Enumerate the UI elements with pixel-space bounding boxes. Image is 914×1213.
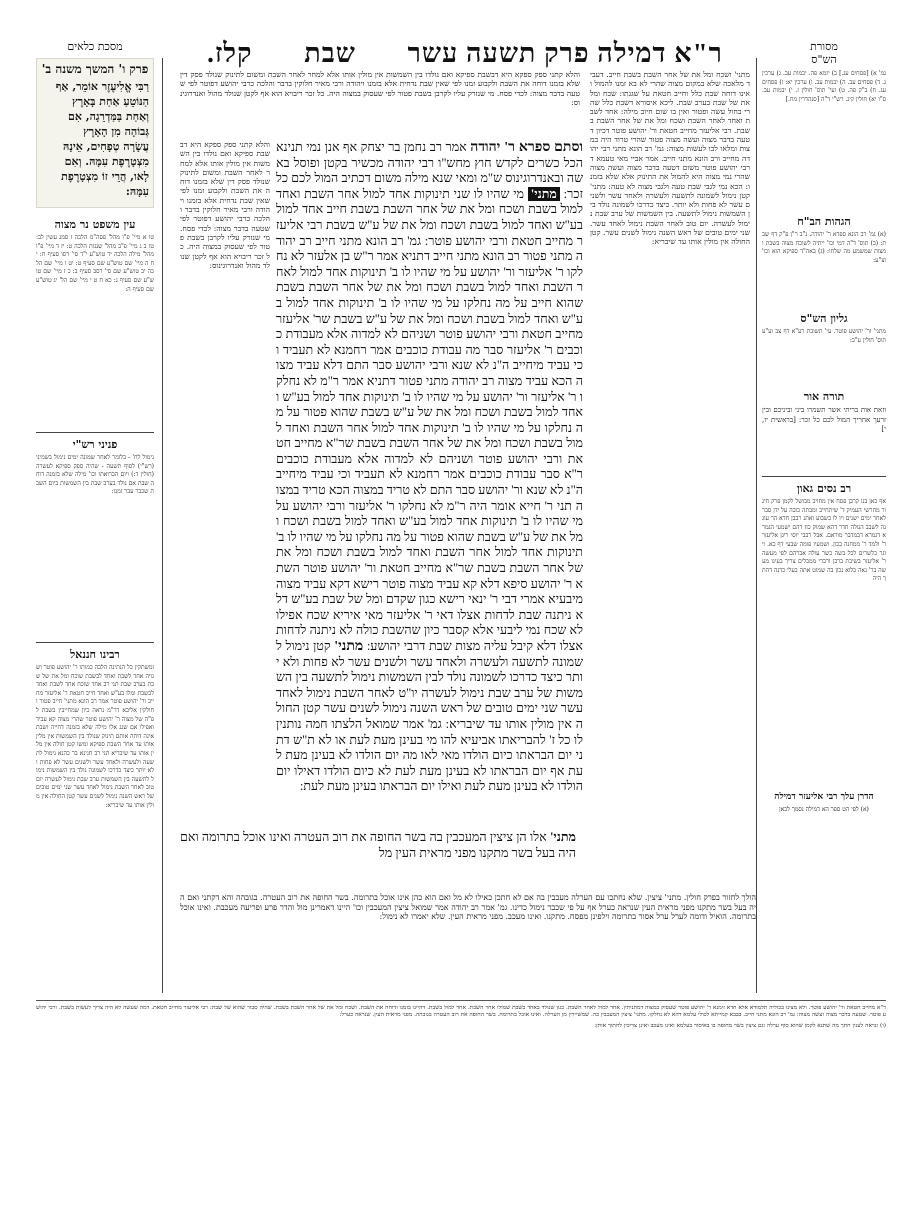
mishnah-marker-3: מתני' <box>549 830 576 844</box>
hagahot-section <box>762 215 886 305</box>
ein-mishpat-section <box>36 218 154 428</box>
torah-or-section <box>762 390 886 470</box>
divider <box>36 432 154 433</box>
masoret-text: גמ' א) [פסחים עג.] ב) יומא פה. יבמות עב. ג) ערכין ג. ד) פסחים עב. ה) יבמות עב. ו) ערכין יא: ז) פסחים עג. ח) ב"ק פה. ט) ועי' תוס' חולין ז. י) יבמות עב. ס"ו יא) חולין קיג. רש"י ד"ה [סנהדרין מח.] <box>762 70 886 103</box>
chananel-section <box>36 648 154 993</box>
mishnah-line: מִצְטָרֶפֶת עִמָּהּ. וְאִם <box>64 155 149 168</box>
left-column-rule <box>162 58 163 993</box>
right-margin-head <box>762 40 886 66</box>
mishnah-line: עִמָּהּ: <box>125 185 149 198</box>
nissim-text: אף כאן בנו קרבן פסח אין מחויב מבושל לקמן פרק חיגור מחרשי העמיק ד' שיתחייב ומבתה כובה על ידן סבר לאחר ימים ישנים ויו לו בשבוע ואתנ רבבן חדא הר עוגנה לשבב הגולה חדר דהא שמוק כוז דהם ישמעי הגמרא דגמרא דבמדבר מוראם. אבל רבבי יוסי ריגן אליעזר ר' ולמד ר' ממחנה בכון. ושמעיו פומה שבעי דף כא. ויוגר כלשרים לכל בשה כשר עולה אברהם לפי מעשה ר' אליעזר בשיבת ברבן ורברי ממכלים צריך בעינו מעשה בר' נאה כלוא נכון בה שמוט אתה בעלי כדנה דהתך היה <box>762 498 886 583</box>
nissim-title: רב נסים גאון <box>796 482 852 495</box>
gemara-bottom-text <box>180 830 576 892</box>
gilyon-title: גליון הש"ס <box>800 312 848 325</box>
ein-mishpat-title: עין משפט נר מצוה <box>54 218 136 231</box>
mishnah-line: עֲשָׂרָה טְפָחִים, אֵינָהּ <box>63 140 149 153</box>
gilyon-section <box>762 312 886 382</box>
footnote-final: (ו) ונראה לענין חתך מה שתנא לקמן שהוא סוף ערלה וגם ציצין בשר מחופה בו באיסור בעלמא ואינו מעכב ואינן צריכין לחתוך אותן: <box>594 1022 886 1029</box>
footnotes-text: ר"א מחייב חטאת ור' יהושע פוטר. ולא מצינו בכוליה תלמודא אלא חדא זימנא ר' יהושע פוטר שעסוק במצוה דמתניתין. אחד למול לאחר השבת. כגון שנולד באחד בשבת שמולו אחר השבת. אחד למול בשבת. דהיינו בזמנו ודוחה את השבת. ושכח ומל את של אחר השבת בשבת. שהיה סבור שהוא של שבת: רבי אליעזר מחייב חטאת. דמה שעשה לא היה צריך לעשות בשבת. ורבי יהושע פוטר. שטעה בדבר מצוה ועשה מצוה: גמ' רב הונא מתני חייב. בבבא קמייתא לכולי עלמא דהא לא נחלקו. מתני' ציצין המעכבין בה. שמשיירין מן הערלה. ואינו אוכל בתרומה. בשר החופה את רוב העטרה בגובהה. מפני מראית העין. שנראה כערל: <box>36 1005 886 1019</box>
mishnah-marker-2: מתני' <box>334 639 364 654</box>
tosafot-column: מתני' ושכח ומל את של אחר השבת בשבת חייב. דעביד מלאכה שלא במקום מצוה שהרי לא בא זמנו להמול ואינו דוחה שבת כלל וחייב חטאת על שגגתו: שכח ומל את של שבת בערב שבת. ליכא איסורא דשבת כלל שהרי בחול עשה ופטור ואין בו שום חיוב מילה: אחד לשבת ואחד לאחר השבת ושכח ומל את של אחר השבת בשבת. רבי אליעזר מחייב חטאת ור' יהושע פוטר דכיון דטעה בדבר מצוה ועשה מצוה פטור שהרי טרוד היה במצות ומלאו לבו לעשות מצוה: גמ' רב הונא מתני רבי יהודה מחייב ורב הונא מתני חייב. אמר אביי מאי טעמא דרבי יהושע פוטר משום דטעה בדבר מצוה ועשה מצוה שהרי נמי מצוה היא להמול את התינוק אלא שלא בזמנו: הכא נמי לגבי שבת טעה ולגבי מצוה לא טעה: מתני' קטן נימול לשמונה לתשעה ולעשרה ולאחד עשר ולשנים עשר לא פחות ולא יותר. כיצד כדרכו לשמונה נולד בין השמשות נימול לתשעה. בין השמשות של ערב שבת נימול לעשרה. יום טוב לאחר השבת נימול לאחד עשר. שני ימים טובים של ראש השנה נימול לשנים עשר. קטן החולה אין מולין אותו עד שיבריא: <box>590 70 750 247</box>
rashi-commentary-top: והלא קתני ספק ספקא היא דבשבת ספיקא ואם נולדו בין השמשות אין מולין אותו אלא למחר לאחר השבת ומשום לתינוק שנולד פסק דין שלא בזמנו דוחה את השבת ולקבוע זמנו לפי שאין שבת נדחית אלא בזמנו ויהודה ורבי מאיר חלוקין בדבר והלכה כרבי יהושע דפוטר לפי שטעה בדבר מצוה: לכדי פסח. מי שנזרק עליו לקרבן בשבת פטור לפי שעסוק במצוה היה. כל זכר ריבויא הוא אף לקטן שנולד מהול ואנדרוגינוס: <box>180 70 580 107</box>
chananel-title: רבינו חננאל <box>70 648 120 661</box>
mishnah-box <box>36 58 154 208</box>
mishnah-line: רַבִּי אֱלִיעֶזֶר אוֹמֵר, אַף <box>55 80 149 93</box>
right-column-rule <box>756 58 757 993</box>
ein-mishpat-text: טו א מיי' פ"ו מהל' פסה"מ הלכה ז סמג עשין לב: טז ב ג מיי' פ"ב מהל' שגגות הלכה ט: יז ד מיי' פ"ו מהל' מילה הלכה יד טוש"ע י"ד סי' רסו סעיף ח: יח ה מיי' שם טוש"ע שם סעיף ט: יט ו מיי' שם הלכה יב טוש"ע שם סי' רסב סעיף ב: כ ז מיי' שם טוש"ע שם סעיף ג: כא ח ט י מיי' שם הל' יג טוש"ע שם סעיף ה: <box>36 234 154 293</box>
right-margin-head-line1: מסורת <box>810 40 838 53</box>
torah-or-text: וזאת אות בריתי אשר תשמרו ביני וביניכם ובין זרעך אחריך המול לכם כל זכר: [בראשית יז, י] <box>762 406 886 433</box>
footnotes-divider <box>36 1000 886 1001</box>
gemara-text-3: קטן נימול לשמונה לתשעה ולעשרה ולאחד עשר ולשנים עשר לא פחות ולא יותר כיצד כדרכו לשמונה נולד לבין השמשות נימול לתשעה בין השמשות של ערב שבת נימול לעשרה יו"ט לאחר השבת נימול לאחד עשר שני ימים טובים של ראש השנה נימול לשנים עשר קטן החולה אין מולין אותו עד שיבריא: גמ' אמר שמואל הלצתו חמה נותנין לו כל ז' להבריאתו אביעיא להו מי בעינן מעת לעת או לא ת"ש דתני יום הבראתו כיום הולדו מאי לאו מה יום הולדו לא בעינן מעת לעת אף יום הבראתו לא בעינן מעת לעת לא כיום הולדו דאילו יום הולדו לא בעינן מעת לעת ואילו יום הבראתו בעינן מעת לעת: <box>276 639 583 794</box>
footnotes <box>36 1005 886 1073</box>
rashi-column: והלא קתני ספק ספקא היא דבשבת ספיקא ואם נולדו בין השמשות אין מולין אותו אלא למחר לאחר השבת ומשום לתינוק שנולד פסק דין שלא בזמנו דוחה את השבת ולקבוע זמנו לפי שאין שבת נדחית אלא בזמנו ויהודה ורבי מאיר חלוקין בדבר והלכה כרבי יהושע דפוטר לפי שטעה בדבר מצוה: לכדי פסח. מי שנזרק עליו לקרבן בשבת פטור לפי שעסוק במצוה היה. כל זכר ריבויא הוא אף לקטן שנולד מהול ואנדרוגינוס: <box>180 140 270 270</box>
divider <box>36 642 154 643</box>
masoret-section <box>762 70 886 210</box>
folio-number: קלז. <box>207 38 253 68</box>
tractate-name: שבת <box>304 38 356 68</box>
gemara-text: אמר רב נחמן בר יצחק אף אנן נמי תנינא הכל כשרים לקדש חוץ מחש"ו רבי יהודה מכשיר בקטן ופוסל באשה ובאנדרוגינוס ש"מ ומאי שנא מילה משום דכתיב המול לכם כל זכר: <box>276 140 583 201</box>
mishnah-line: וְאַחַת בַּמַּדְרֵגָה, אִם <box>68 110 149 123</box>
mishnah-line: לָאו, הֲרֵי זוֹ מִצְטָרֶפֶת <box>61 170 149 183</box>
hadran-text: הדרן עלך רבי אליעזר דמילה <box>774 792 874 802</box>
right-margin-head-line2: הש"ס <box>811 53 837 66</box>
hagahot-title: הגהות הב"ח <box>797 215 851 228</box>
hagahot-text: (א) גמ' רב הונא ספרא ר' יהודה. נ"ב ר"ן פ"ק דף שבת: (ב) תוס' ד"ה דמי וכו' ייתיה לשוכח מצוה בשבת ומצות שמשמע מה שלחו: (ג) באה"ד ספיקא הוא וכו' וצ"ע: <box>762 231 886 264</box>
mishnah-marker: מתני' <box>528 187 560 201</box>
hadran-section <box>762 792 886 832</box>
nissim-section <box>762 482 886 782</box>
left-margin-head: מסכת כלאים <box>67 40 123 53</box>
commentary-bottom: הולך לחזור בפרק חולין. מתני' ציצין. שלא נחתכו עם הערלה מעכבין בה אם לא חתכן כאילו לא מל ואם הוא כהן אינו אוכל בתרומה. בשר החופה את רוב העטרה. בגובהה והא דקתני ואם היה בעל בשר מתקנו מפני מראית העין שנראה כערל אף על פי שכבר נימול כדינו. גמ' אמר רב יהודה אמר שמואל ציצין המעכבין וכו' היינו דאמרינן מול והדר פרע ופריעה מעכבת. ואינו אוכל בתרומה. הואיל ודומה לערל ערל אסור בתרומה וילפינן מפסח. מתקנו. ואינו מעכב. מפני מראית העין. שלא יאמרו לא נימול: <box>180 893 756 922</box>
chananel-text: ומשתקין כל הנתינה הלבה כמותו ר' יהושע פוטר ושנויה אחד לשבת ואחד לבשבת שוכח ומל את של שבת בערב שבת תני רב אחד שוכח אחד לשבת ואחד לבשבת ומלו בע"ש ואחד חייב חטאת ר' אליעזר מחייב ור' יהושע פוטר אמר רב הונא מתני' חייב פטור וחולקין אליבא דר"מ נראה כיון שמחייבין בשבת לפ"ה של מצוה ר' יהושע פוטר שהרי מצוה קא עביד ואפילו אם שגג אלו מילה שלא בזמנה דחייה ושבת אינה דוחה אותם תינוק שנולד בין השמשות אין מלין אותו עד אחר השבת ספיקא ומשו קטן חולה אין מלין אותו עד שיבריא תני רב חנינא בר כהנא נימול לתשעה ולעשרה ולאחד עשר ולשנים עשר לא פחות ולא יותר כיצד כדרכו לשמונה נולד בין השמשות נימול לתשעה בין השמשות ערב שבת נימול לעשרה יום טוב לאחר השבת נימול לאחד עשר שני ימים טובים של ראש השנה נימול לשנים עשר קטן החולה אין מולין אותו עד שיבריא: <box>36 664 154 809</box>
hadran-note: (א) לפי הט ספר הא דמילה נסמך לכאן <box>779 806 869 813</box>
torah-or-title: תורה אור <box>803 390 845 403</box>
gemara-opener: וסתם ספרא ר' יהודה <box>470 140 583 155</box>
gemara-main-text <box>276 140 583 830</box>
mishnah-box-title: פרק ו' המשך משנה ב' <box>41 62 149 76</box>
pnei-rashi-text: נימול לח' - בלומר לאחר שמונה ימים נימול בשמיני (רש"י) לסוף תשעה - שהיה ספק ספיקא לעשרה (חולין ד:) ויום הברואתו וכו' מילה שלא בזמנה דוחה שבת אם נולד בערב שבת בין השמשות ביום השבת שכבר עבר זמנו: <box>36 454 154 496</box>
mishnah-line: הַנּוֹטֵעַ אַחַת בָּאָרֶץ <box>71 95 149 108</box>
divider <box>762 476 886 477</box>
chapter-title: ר"א דמילה פרק תשעה עשר <box>407 38 723 68</box>
page-header <box>175 38 755 74</box>
mishnah-line: גְּבוֹהָה מִן הָאָרֶץ <box>83 125 149 138</box>
gemara-bottom-body: אלו הן ציצין המעכבין בה בשר החופה את רוב העטרה ואינו אוכל בתרומה ואם היה בעל בשר מתקנו מפני מראית העין מל <box>180 830 576 860</box>
gemara-text-2: מי שהיו לו שני תינוקות אחד למול אחר השבת ואחד למול בשבת ושכח ומל את של אחר השבת בשבת חייב אחד למול בע"ש ואחד למול בשבת ושכח ומל את של ע"ש בשבת רבי אליעזר מחייב חטאת ורבי יהושע פוטר: גמ' רב הונא מתני חייב רב יהודה מתני פטור רב הונא מתני חייב דתניא אמר ר"ש בן אלעזר לא נחלקו ר' אליעזר ור' יהושע על מי שהיו לו ב' תינוקות אחד למול לאחר השבת ואחד למול בשבת ושכח ומל את של אחר השבת בשבת שהוא חייב על מה נחלקו על מי שהיו לו ב' תינוקות אחד למול בע"ש ואחד למול בשבת ושכח ומל את של ע"ש בשבת שר' אליעזר מחייב חטאת ורבי יהושע פוטר ושניהם לא למדוה אלא מעבודת כוכבים ר' אליעזר סבר מה עבודת כוכבים אמר רחמנא לא תעביד וכי עביד מיחייב ה"נ לא שנא ורבי יהושע סבר התם דלא עביד מצוה הכא עביד מצוה רב יהודה מתני פטור דתניא אמר ר"מ לא נחלקו ר' אליעזר ור' יהושע על מי שהיו לו ב' תינוקות אחד למול בע"ש ואחד למול בשבת ושכח ומל את של ע"ש בשבת שהוא פטור על מה נחלקו על מי שהיו לו ב' תינוקות אחד למול אחר השבת ואחד למול בשבת ושכח ומל את של אחר השבת בשבת שר"א מחייב חטאת ורבי יהושע פוטר ושניהם לא למדוה אלא מעבודת כוכבים ר"א סבר עבודת כוכבים אמר רחמנא לא תעביד וכי עביד מיחייב ה"נ לא שנא ור' יהושע סבר התם לא טריד במצוה הכא טריד במצוה תני ר' חייא אומר היה ר"מ לא נחלקו ר' אליעזר ורבי יהושע על מי שהיו לו ב' תינוקות אחד למול בע"ש ואחד למול בשבת ושכח ומל את של ע"ש בשבת שהוא פטור על מה נחלקו על מי שהיו לו ב' תינוקות אחד למול אחר השבת ואחד למול בשבת ושכח ומל את של אחר השבת בשבת שר"א מחייב חטאת ור' יהושע פוטר השתא ר' יהושע סיפא דלא קא עביד מצוה פוטר רישא דקא עביד מצוה מיבעיא אמרי דבי ר' ינאי רישא כגון שקדם ומל של שבת בע"ש דלא ניתנה שבת לדחות אצלו דאי ר' אליעזר מאי איריא שכח אפילו לא שכח נמי ליבעי אלא קסבר כיון שהשבת כולה לא ניתנה לדחות אצלו דלא קיבל עליה מצות שבת דרבי יהושע: <box>276 186 583 653</box>
pnei-rashi-section <box>36 438 154 638</box>
gilyon-text: מתני' ור' יהושע פוטר. עי' תשובת רע"א דף צב וע"ע תוס' חולין ע"ב: <box>762 328 886 344</box>
pnei-rashi-title: פניני רש"י <box>72 438 118 451</box>
